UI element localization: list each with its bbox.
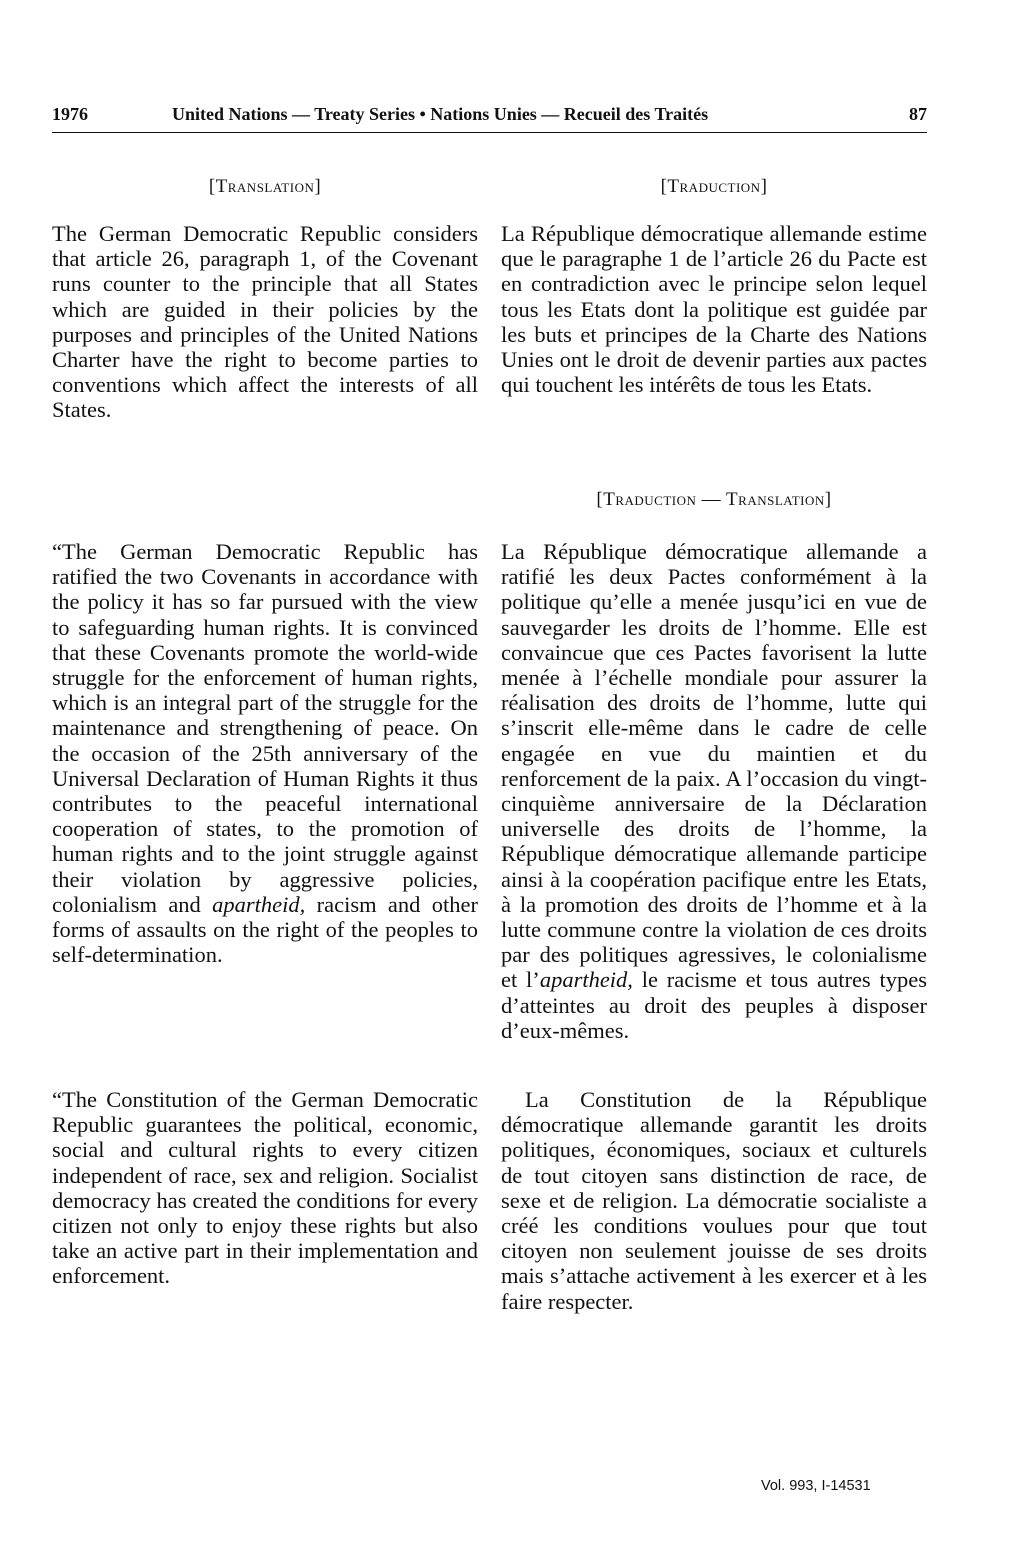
header-series-title: United Nations — Treaty Series • Nations Unies — Recueil des Traités: [172, 104, 709, 124]
english-p2-part1: “The German Democratic Republic has ratified the two Covenants in accordance with the policy it has so far pursued with the view to safeguarding human rights. It is convinced that these Covenants promote the world-wide struggle for the enforcement of human rights, which is an integral part of the struggle for the maintenance and strengthening of peace. On the occasion of the 25th anniversary of the Universal Declaration of Human Rights it thus contributes to the peaceful international cooperation of states, to the promotion of human rights and to the joint struggle against their violation by aggressive policies, colonialism and: [52, 539, 478, 917]
traduction-translation-heading: [Traduction — Translation]: [596, 489, 832, 510]
volume-reference: Vol. 993, I-14531: [761, 1478, 871, 1494]
english-paragraph-2-text: [52, 539, 478, 967]
english-paragraph-1-text: The German Democratic Republic considers that article 26, paragraph 1, of the Covenant runs counter to the principle that all States which are guided in their policies by the purposes and principles of the United Nations Charter have the right to become parties to conventions which affect the interests of all States.: [52, 221, 478, 423]
french-paragraph-3: [501, 1087, 927, 1314]
header-year: 1976: [52, 104, 88, 124]
french-paragraph-1: [501, 221, 927, 397]
english-p2-part2: racism and other forms of assaults on the right of the peoples to self-determination.: [52, 891, 478, 968]
english-paragraph-3-text: “The Constitution of the German Democratic Republic guarantees the political, economic, social and cultural rights to every citizen independent of race, sex and religion. Socialist democracy has created the conditions for every citizen not only to enjoy these rights but also take an active part in their implementation and enforcement.: [52, 1087, 478, 1289]
french-paragraph-1-text: La République démocratique allemande estime que le paragraphe 1 de l’article 26 du Pacte est en contradiction avec le principe selon lequel tous les Etats dont la politique est guidée par les buts et principes de la Charte des Nations Unies ont le droit de devenir parties aux pactes qui touchent les intérêts de tous les Etats.: [501, 221, 927, 398]
french-paragraph-2: [501, 539, 927, 1043]
french-paragraph-3-text: La Constitution de la République démocratique allemande garantit les droits politiques, économiques, sociaux et culturels de tout citoyen sans distinction de race, de sexe et de religion. La démocratie socialiste a créé les conditions voulues pour que tout citoyen non seulement jouisse de ses droits mais s’attache activement à les exercer et à les faire respecter.: [501, 1087, 927, 1314]
english-p2-italic: apartheid,: [212, 891, 306, 917]
french-p2-italic: apartheid,: [539, 967, 633, 993]
french-paragraph-2-text: [501, 539, 927, 1043]
translation-heading: [Translation]: [208, 176, 322, 197]
traduction-heading: [Traduction]: [660, 176, 768, 197]
page-number: 87: [909, 104, 927, 124]
english-paragraph-3: [52, 1087, 478, 1289]
english-paragraph-1: [52, 221, 478, 423]
running-header: [52, 104, 927, 133]
french-p2-part1: La République démocratique allemande a ratifié les deux Pactes conformément à la politique qu’elle a menée jusqu’ici en vue de sauvegarder les droits de l’homme. Elle est convaincue que ces Pactes favorisent la lutte menée à l’échelle mondiale pour assurer la réalisation des droits de l’homme, lutte qui s’inscrit elle-même dans le cadre de celle engagée en vue du maintien et du renforcement de la paix. A l’occasion du vingt-cinquième anniversaire de la Déclaration universelle des droits de l’homme, la République démocratique allemande participe ainsi à la coopération pacifique entre les Etats, à la promotion des droits de l’homme et à la lutte commune contre la violation de ces droits par des politiques agressives, le colonialisme et l’: [501, 539, 927, 993]
french-p2-part2: le racisme et tous autres types d’atteintes au droit des peuples à disposer d’eux-mêmes.: [501, 967, 928, 1043]
english-paragraph-2: [52, 539, 478, 967]
